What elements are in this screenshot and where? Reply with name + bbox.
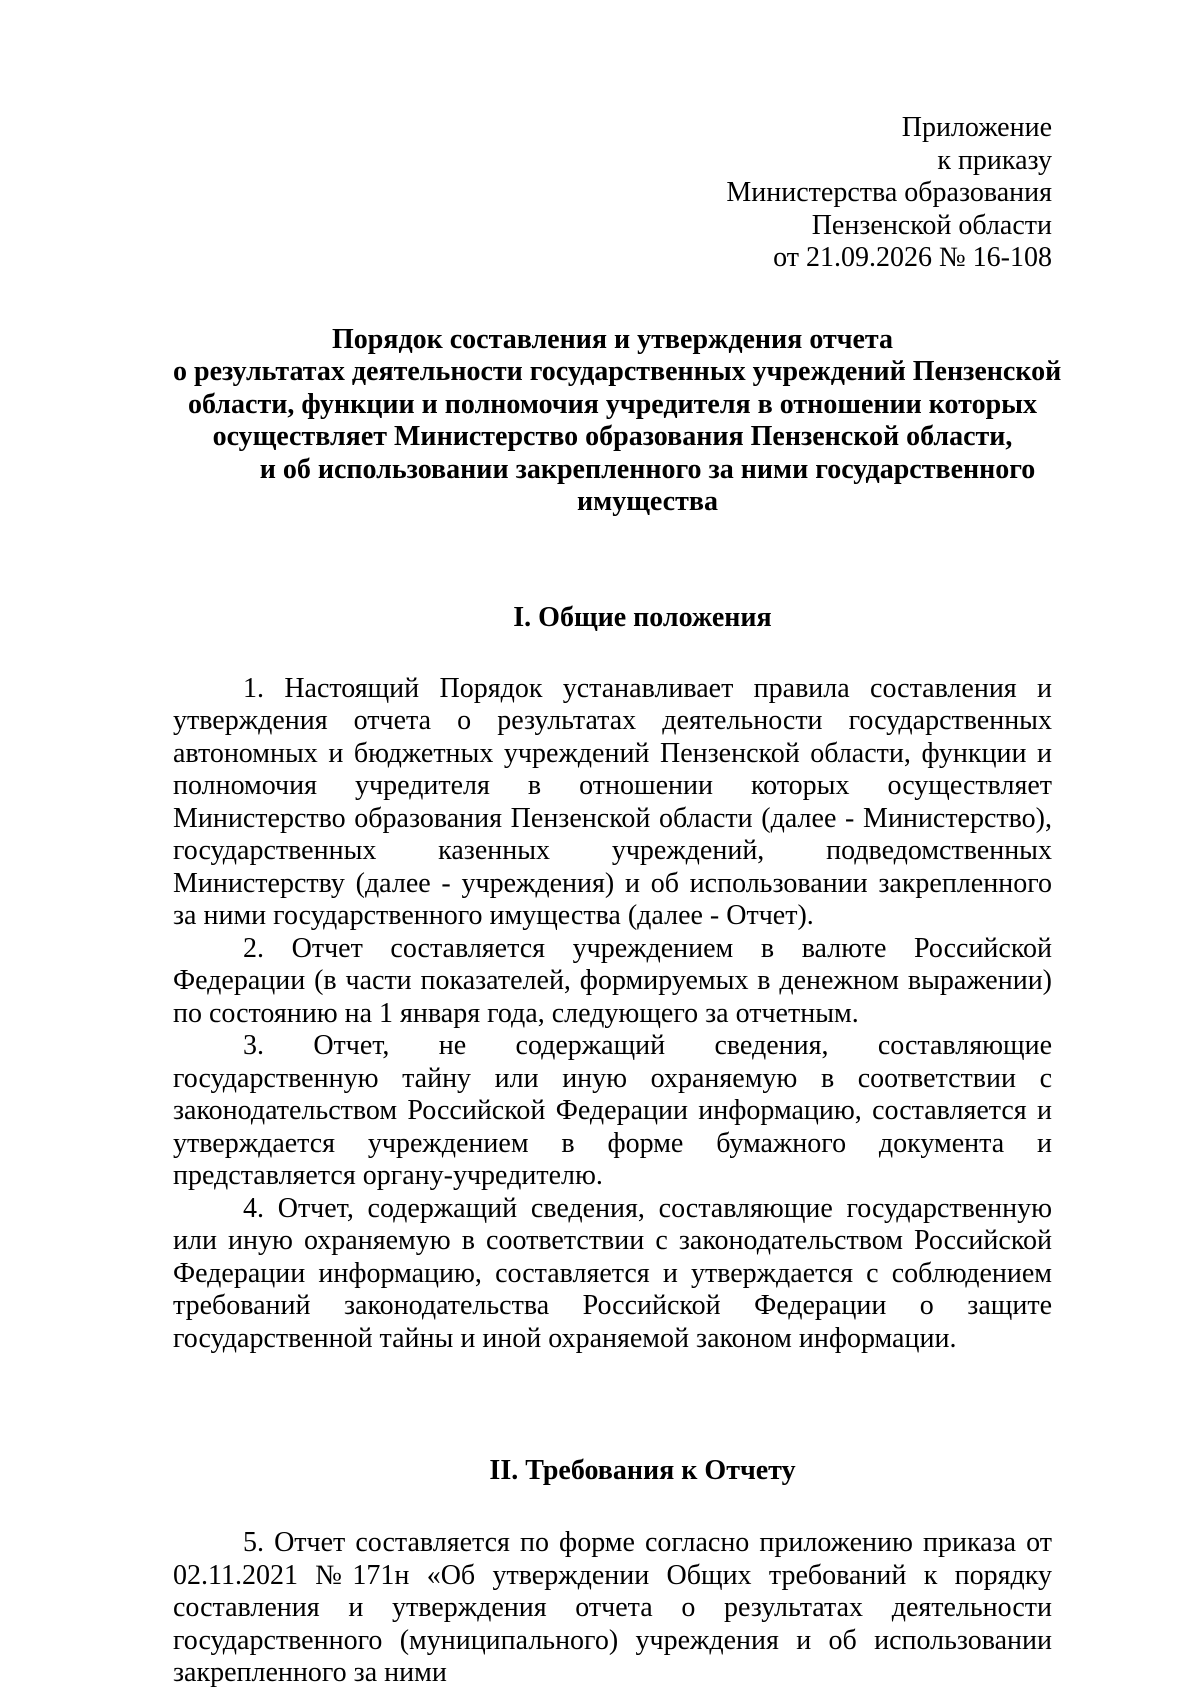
appendix-line: Министерства образования: [726, 177, 1052, 208]
paragraph-5: 5. Отчет составляется по форме согласно приложению приказа от 02.11.2021 №171н «Об утверждении Общих требований к порядку составления и утверждения отчета о результатах деятельности государственного (муниципального) учреждения и об использовании закрепленного за ними: [173, 1527, 1052, 1688]
title-line: области, функции и полномочия учредителя в отношении которых: [188, 388, 1037, 420]
title-line: и об использовании закрепленного за ними государственного: [259, 453, 1036, 485]
title-line: о результатах деятельности государственных учреждений Пензенской: [173, 356, 1062, 387]
title-line: Порядок составления и утверждения отчета: [331, 323, 894, 355]
document-title: [173, 323, 1062, 519]
title-line: осуществляет Министерство образования Пензенской области,: [212, 421, 1013, 452]
paragraph-1: 1. Настоящий Порядок устанавливает правила составления и утверждения отчета о результатах деятельности государственных автономных и бюджетных учреждений Пензенской области, функции и полномочия учредителя в отношении которых осуществляет Министерство образования Пензенской области (далее - Министерство), государственных казенных учреждений, подведомственных Министерству (далее - учреждения) и об использовании закрепленного за ними государственного имущества (далее - Отчет).: [173, 672, 1052, 931]
appendix-order-number: от 21.09.2026 № 16-108: [773, 242, 1052, 273]
section-heading-requirements: II. Требования к Отчету: [489, 1455, 796, 1486]
title-line: имущества: [577, 486, 718, 517]
appendix-line: Приложение: [901, 112, 1052, 143]
appendix-line: Пензенской области: [811, 209, 1052, 241]
paragraph-2: 2. Отчет составляется учреждением в валюте Российской Федерации (в части показателей, формируемых в денежном выражении) по состоянию на 1 января года, следующего за отчетным.: [173, 932, 1052, 1029]
appendix-block: [173, 112, 1052, 275]
paragraph-4: 4. Отчет, содержащий сведения, составляющие государственную или иную охраняемую в соответствии с законодательством Российской Федерации информацию, составляется и утверждается с соблюдением требований законодательства Российской Федерации о защите государственной тайны и иной охраняемой законом информации.: [173, 1192, 1052, 1354]
paragraph-3: 3. Отчет, не содержащий сведения, составляющие государственную тайну или иную охраняемую в соответствии с законодательством Российской Федерации информацию, составляется и утверждается учреждением в форме бумажного документа и представляется органу-учредителю.: [173, 1030, 1052, 1191]
appendix-line: к приказу: [937, 144, 1052, 176]
section-heading-general: I. Общие положения: [513, 601, 772, 633]
